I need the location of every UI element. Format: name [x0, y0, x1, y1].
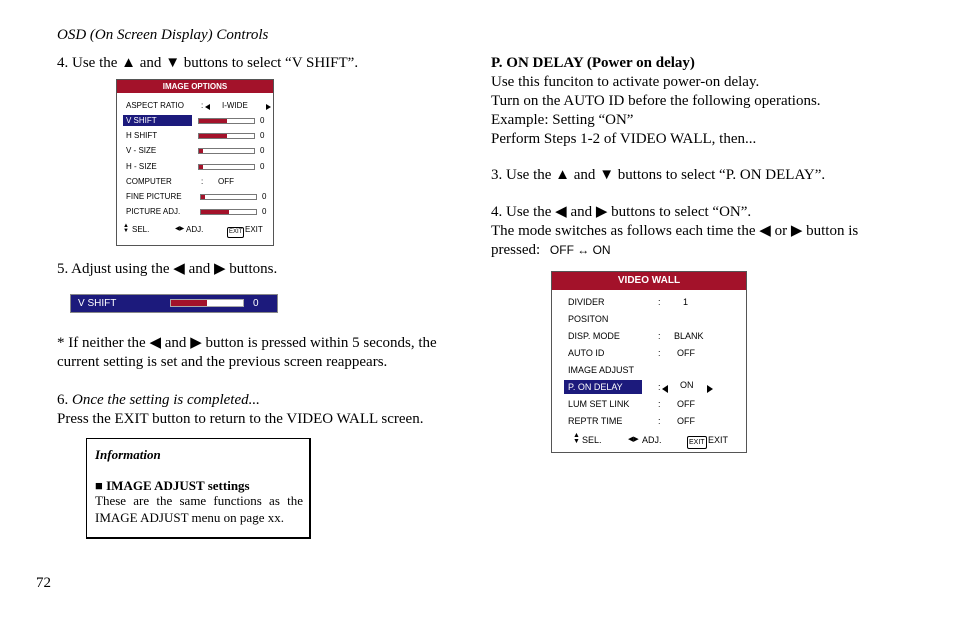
image-options-menu	[116, 79, 274, 246]
left-arrow-icon: ◀	[759, 223, 771, 239]
v-size-slider[interactable]	[198, 148, 255, 154]
step-6-text: 6. Once the setting is completed... Press the EXIT button to return to the VIDEO WALL screen.	[57, 392, 424, 427]
page-number: 72	[36, 575, 51, 591]
right-arrow-icon	[266, 102, 271, 113]
left-arrow-icon	[205, 102, 210, 113]
menu-row-reptr-time[interactable]: REPTR TIME : OFF	[568, 416, 695, 426]
menu-row-positon[interactable]: POSITON	[568, 314, 609, 324]
left-arrow-icon: ◀	[173, 261, 185, 277]
off-on-sequence: OFF ↔ ON	[549, 243, 611, 257]
p-on-delay-heading: P. ON DELAY (Power on delay)	[491, 55, 695, 71]
menu-row-h-shift[interactable]: H SHIFT 0	[126, 131, 265, 140]
menu-row-auto-id[interactable]: AUTO ID : OFF	[568, 348, 695, 358]
menu-row-picture-adj[interactable]: PICTURE ADJ. 0	[126, 207, 267, 216]
left-right-arrow-icon: ◀▶	[628, 436, 639, 443]
menu-row-aspect-ratio[interactable]: ASPECT RATIO : I-WIDE	[123, 100, 271, 111]
v-shift-adjust-slider[interactable]	[170, 299, 244, 307]
v-shift-slider[interactable]	[198, 118, 255, 124]
image-options-title: IMAGE OPTIONS	[117, 80, 273, 93]
down-arrow-icon: ▼	[599, 167, 615, 183]
up-arrow-icon: ▲	[121, 55, 137, 71]
menu-row-image-adjust[interactable]: IMAGE ADJUST	[568, 365, 635, 375]
note-text: * If neither the ◀ and ▶ button is pressed within 5 seconds, the current setting is set and the previous screen reappears.	[57, 335, 437, 370]
left-arrow-icon	[662, 383, 668, 397]
up-down-arrow-icon: ▲ ▼	[123, 223, 129, 234]
menu-row-computer[interactable]: COMPUTER : OFF	[126, 177, 234, 186]
menu-row-disp-mode[interactable]: DISP. MODE : BLANK	[568, 331, 704, 341]
right-arrow-icon: ▶	[190, 335, 202, 351]
video-wall-title: VIDEO WALL	[552, 272, 746, 290]
menu-row-v-size[interactable]: V - SIZE 0	[126, 146, 265, 155]
p-on-delay-description: Use this funciton to activate power-on delay. Turn on the AUTO ID before the following operations. Example: Setting “ON” Perform Steps 1-2 of VIDEO WALL, then...	[491, 74, 821, 147]
information-heading: ■ IMAGE ADJUST settings	[95, 478, 250, 493]
down-arrow-icon: ▼	[165, 55, 181, 71]
h-shift-slider[interactable]	[198, 133, 255, 139]
left-arrow-icon: ◀	[555, 204, 567, 220]
left-arrow-icon: ◀	[149, 335, 162, 351]
menu-footer: ▲ ▼ SEL. ◀▶ ADJ. EXIT EXIT	[123, 224, 271, 235]
right-arrow-icon: ▶	[790, 223, 803, 239]
right-step-3-text: 3. Use the ▲ and ▼ buttons to select “P. ON DELAY”.	[491, 167, 826, 183]
fine-picture-slider[interactable]	[200, 194, 257, 200]
right-arrow-icon	[707, 383, 713, 397]
step-4-text: 4. Use the ▲ and ▼ buttons to select “V SHIFT”.	[57, 55, 359, 71]
menu-row-h-size[interactable]: H - SIZE 0	[126, 162, 265, 171]
exit-key-icon: EXIT	[687, 434, 707, 449]
video-wall-footer: ▲ ▼ SEL. ◀▶ ADJ. EXIT EXIT	[564, 433, 740, 447]
square-bullet-icon: ■	[95, 478, 103, 493]
menu-row-p-on-delay[interactable]: P. ON DELAY : ON	[564, 380, 740, 394]
video-wall-menu	[551, 271, 747, 453]
step-5-text: 5. Adjust using the ◀ and ▶ buttons.	[57, 261, 278, 277]
right-arrow-icon: ▶	[213, 261, 226, 277]
up-arrow-icon: ▲	[555, 167, 571, 183]
menu-row-divider[interactable]: DIVIDER : 1	[568, 297, 689, 307]
menu-row-fine-picture[interactable]: FINE PICTURE 0	[126, 192, 267, 201]
right-step-4-text: 4. Use the ◀ and ▶ buttons to select “ON”. The mode switches as follows each time the ◀ or ▶ button is pressed: OFF ↔ ON	[491, 204, 859, 258]
h-size-slider[interactable]	[198, 164, 255, 170]
up-down-arrow-icon: ▲ ▼	[573, 432, 580, 445]
menu-row-lum-set-link[interactable]: LUM SET LINK : OFF	[568, 399, 695, 409]
menu-row-v-shift[interactable]: V SHIFT 0	[123, 115, 271, 126]
right-arrow-icon: ▶	[595, 204, 608, 220]
information-title: Information	[95, 447, 161, 462]
left-right-arrow-icon: ◀▶	[175, 226, 185, 232]
v-shift-adjust-bar: V SHIFT 0	[70, 294, 278, 313]
information-box: Information ■ IMAGE ADJUST settings These are the same functions as the IMAGE ADJUST menu on page xx.	[86, 438, 311, 539]
picture-adj-slider[interactable]	[200, 209, 257, 215]
section-title: OSD (On Screen Display) Controls	[57, 27, 269, 43]
exit-key-icon: EXIT	[227, 225, 244, 238]
